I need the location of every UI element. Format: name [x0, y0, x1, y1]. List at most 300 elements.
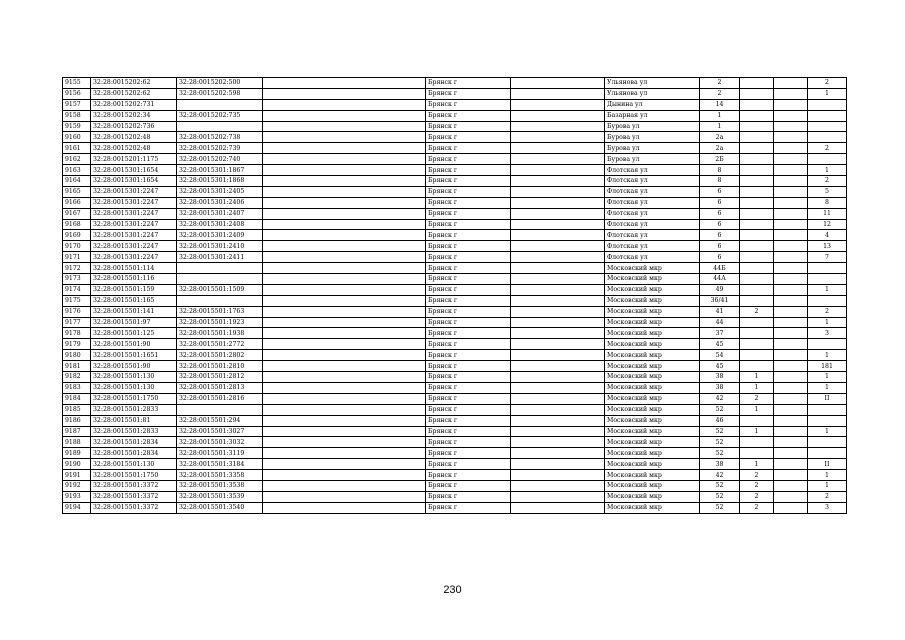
object-number: 32:28:0015202:740	[177, 154, 263, 165]
city-cell: Брянск г	[426, 317, 511, 328]
table-row	[63, 88, 847, 99]
street-cell: Московский мкр	[605, 372, 700, 383]
row-number: 9182	[63, 372, 91, 383]
building-cell: 2	[740, 306, 774, 317]
house-cell: 42	[700, 470, 740, 481]
building-cell	[740, 295, 774, 306]
object-number	[177, 99, 263, 110]
row-number: 9193	[63, 491, 91, 502]
street-cell: Флотская ул	[605, 252, 700, 263]
street-cell: Московский мкр	[605, 284, 700, 295]
building-cell: 2	[740, 491, 774, 502]
street-cell: Ульянова ул	[605, 88, 700, 99]
structure-cell	[774, 372, 808, 383]
apartment-cell: II	[808, 393, 847, 404]
house-cell: 2Б	[700, 154, 740, 165]
apartment-cell: 2	[808, 491, 847, 502]
building-cell	[740, 415, 774, 426]
cadastral-number: 32:28:0015501:141	[91, 306, 177, 317]
city-cell: Брянск г	[426, 437, 511, 448]
structure-cell	[774, 284, 808, 295]
district-cell	[511, 426, 605, 437]
apartment-cell: 1	[808, 350, 847, 361]
cadastral-number: 32:28:0015501:116	[91, 274, 177, 285]
building-cell	[740, 186, 774, 197]
table-row	[63, 306, 847, 317]
building-cell	[740, 230, 774, 241]
object-number: 32:28:0015501:3538	[177, 480, 263, 491]
blank-cell	[263, 393, 426, 404]
city-cell: Брянск г	[426, 295, 511, 306]
city-cell: Брянск г	[426, 459, 511, 470]
street-cell: Московский мкр	[605, 426, 700, 437]
structure-cell	[774, 176, 808, 187]
row-number: 9179	[63, 339, 91, 350]
apartment-cell	[808, 437, 847, 448]
object-number: 32:28:0015301:2405	[177, 186, 263, 197]
cadastral-number: 32:28:0015501:114	[91, 263, 177, 274]
street-cell: Московский мкр	[605, 502, 700, 513]
street-cell: Московский мкр	[605, 306, 700, 317]
city-cell: Брянск г	[426, 230, 511, 241]
city-cell: Брянск г	[426, 78, 511, 89]
street-cell: Московский мкр	[605, 382, 700, 393]
structure-cell	[774, 165, 808, 176]
city-cell: Брянск г	[426, 99, 511, 110]
row-number: 9170	[63, 241, 91, 252]
district-cell	[511, 502, 605, 513]
row-number: 9162	[63, 154, 91, 165]
structure-cell	[774, 121, 808, 132]
cadastral-number: 32:28:0015202:62	[91, 78, 177, 89]
structure-cell	[774, 339, 808, 350]
table-row	[63, 426, 847, 437]
house-cell: 45	[700, 339, 740, 350]
street-cell: Московский мкр	[605, 328, 700, 339]
structure-cell	[774, 491, 808, 502]
street-cell: Московский мкр	[605, 295, 700, 306]
district-cell	[511, 110, 605, 121]
blank-cell	[263, 459, 426, 470]
structure-cell	[774, 88, 808, 99]
district-cell	[511, 448, 605, 459]
cadastral-number: 32:28:0015501:1651	[91, 350, 177, 361]
house-cell: 1	[700, 121, 740, 132]
building-cell	[740, 208, 774, 219]
structure-cell	[774, 350, 808, 361]
cadastral-number: 32:28:0015501:125	[91, 328, 177, 339]
city-cell: Брянск г	[426, 284, 511, 295]
object-number: 32:28:0015501:3027	[177, 426, 263, 437]
blank-cell	[263, 99, 426, 110]
cadastral-number: 32:28:0015301:2247	[91, 186, 177, 197]
building-cell: 1	[740, 404, 774, 415]
cadastral-number: 32:28:0015202:34	[91, 110, 177, 121]
cadastral-number: 32:28:0015202:62	[91, 88, 177, 99]
city-cell: Брянск г	[426, 132, 511, 143]
house-cell: 6	[700, 219, 740, 230]
city-cell: Брянск г	[426, 154, 511, 165]
row-number: 9164	[63, 176, 91, 187]
city-cell: Брянск г	[426, 328, 511, 339]
structure-cell	[774, 110, 808, 121]
blank-cell	[263, 197, 426, 208]
blank-cell	[263, 78, 426, 89]
street-cell: Ульянова ул	[605, 78, 700, 89]
object-number: 32:28:0015501:2802	[177, 350, 263, 361]
row-number: 9163	[63, 165, 91, 176]
object-number	[177, 404, 263, 415]
street-cell: Бурова ул	[605, 121, 700, 132]
table-row	[63, 317, 847, 328]
house-cell: 52	[700, 480, 740, 491]
house-cell: 44	[700, 317, 740, 328]
table-row	[63, 99, 847, 110]
house-cell: 8	[700, 176, 740, 187]
street-cell: Бурова ул	[605, 143, 700, 154]
district-cell	[511, 197, 605, 208]
object-number: 32:28:0015301:1868	[177, 176, 263, 187]
apartment-cell: 1	[808, 165, 847, 176]
building-cell: 2	[740, 470, 774, 481]
object-number: 32:28:0015501:2816	[177, 393, 263, 404]
house-cell: 6	[700, 186, 740, 197]
apartment-cell: 1	[808, 372, 847, 383]
row-number: 9157	[63, 99, 91, 110]
street-cell: Флотская ул	[605, 219, 700, 230]
structure-cell	[774, 437, 808, 448]
building-cell	[740, 132, 774, 143]
building-cell	[740, 252, 774, 263]
blank-cell	[263, 426, 426, 437]
apartment-cell: 1	[808, 88, 847, 99]
district-cell	[511, 176, 605, 187]
structure-cell	[774, 306, 808, 317]
district-cell	[511, 361, 605, 372]
object-number: 32:28:0015202:738	[177, 132, 263, 143]
city-cell: Брянск г	[426, 197, 511, 208]
cadastral-number: 32:28:0015501:1750	[91, 393, 177, 404]
structure-cell	[774, 459, 808, 470]
row-number: 9178	[63, 328, 91, 339]
table-row	[63, 372, 847, 383]
district-cell	[511, 350, 605, 361]
structure-cell	[774, 99, 808, 110]
cadastral-number: 32:28:0015301:2247	[91, 252, 177, 263]
blank-cell	[263, 437, 426, 448]
cadastral-number: 32:28:0015501:3372	[91, 480, 177, 491]
row-number: 9185	[63, 404, 91, 415]
object-number: 32:28:0015202:735	[177, 110, 263, 121]
building-cell	[740, 88, 774, 99]
row-number: 9192	[63, 480, 91, 491]
house-cell: 44Б	[700, 263, 740, 274]
blank-cell	[263, 284, 426, 295]
object-number: 32:28:0015501:1938	[177, 328, 263, 339]
street-cell: Московский мкр	[605, 263, 700, 274]
blank-cell	[263, 480, 426, 491]
blank-cell	[263, 448, 426, 459]
building-cell: 1	[740, 426, 774, 437]
building-cell: 2	[740, 480, 774, 491]
cadastral-number: 32:28:0015501:2833	[91, 426, 177, 437]
blank-cell	[263, 470, 426, 481]
house-cell: 14	[700, 99, 740, 110]
district-cell	[511, 284, 605, 295]
building-cell	[740, 165, 774, 176]
cadastral-number: 32:28:0015301:2247	[91, 197, 177, 208]
building-cell	[740, 154, 774, 165]
blank-cell	[263, 361, 426, 372]
cadastral-number: 32:28:0015202:736	[91, 121, 177, 132]
table-row	[63, 252, 847, 263]
city-cell: Брянск г	[426, 176, 511, 187]
apartment-cell	[808, 448, 847, 459]
blank-cell	[263, 328, 426, 339]
structure-cell	[774, 186, 808, 197]
object-number: 32:28:0015301:2407	[177, 208, 263, 219]
blank-cell	[263, 110, 426, 121]
blank-cell	[263, 219, 426, 230]
district-cell	[511, 339, 605, 350]
district-cell	[511, 186, 605, 197]
street-cell: Бурова ул	[605, 132, 700, 143]
apartment-cell: 13	[808, 241, 847, 252]
city-cell: Брянск г	[426, 219, 511, 230]
object-number: 32:28:0015501:2772	[177, 339, 263, 350]
cadastral-number: 32:28:0015501:2833	[91, 404, 177, 415]
city-cell: Брянск г	[426, 241, 511, 252]
structure-cell	[774, 415, 808, 426]
structure-cell	[774, 502, 808, 513]
apartment-cell: 3	[808, 502, 847, 513]
object-number: 32:28:0015501:1763	[177, 306, 263, 317]
row-number: 9189	[63, 448, 91, 459]
cadastral-number: 32:28:0015301:2247	[91, 241, 177, 252]
table-row	[63, 208, 847, 219]
district-cell	[511, 470, 605, 481]
apartment-cell: 1	[808, 480, 847, 491]
object-number	[177, 295, 263, 306]
district-cell	[511, 78, 605, 89]
street-cell: Флотская ул	[605, 176, 700, 187]
building-cell	[740, 176, 774, 187]
district-cell	[511, 382, 605, 393]
table-row	[63, 143, 847, 154]
row-number: 9160	[63, 132, 91, 143]
object-number: 32:28:0015301:2408	[177, 219, 263, 230]
blank-cell	[263, 252, 426, 263]
district-cell	[511, 252, 605, 263]
cadastral-number: 32:28:0015501:3372	[91, 491, 177, 502]
building-cell	[740, 143, 774, 154]
apartment-cell	[808, 110, 847, 121]
street-cell: Флотская ул	[605, 208, 700, 219]
object-number: 32:28:0015202:500	[177, 78, 263, 89]
city-cell: Брянск г	[426, 361, 511, 372]
house-cell: 52	[700, 404, 740, 415]
street-cell: Московский мкр	[605, 350, 700, 361]
blank-cell	[263, 186, 426, 197]
cadastral-number: 32:28:0015501:130	[91, 372, 177, 383]
row-number: 9187	[63, 426, 91, 437]
blank-cell	[263, 404, 426, 415]
blank-cell	[263, 502, 426, 513]
table-row	[63, 502, 847, 513]
apartment-cell: 1	[808, 426, 847, 437]
blank-cell	[263, 165, 426, 176]
apartment-cell: 2	[808, 306, 847, 317]
building-cell: 1	[740, 459, 774, 470]
blank-cell	[263, 208, 426, 219]
table-row	[63, 284, 847, 295]
blank-cell	[263, 295, 426, 306]
building-cell	[740, 241, 774, 252]
city-cell: Брянск г	[426, 426, 511, 437]
object-number: 32:28:0015202:598	[177, 88, 263, 99]
city-cell: Брянск г	[426, 350, 511, 361]
house-cell: 52	[700, 437, 740, 448]
house-cell: 1	[700, 110, 740, 121]
street-cell: Московский мкр	[605, 470, 700, 481]
district-cell	[511, 317, 605, 328]
table-row	[63, 491, 847, 502]
structure-cell	[774, 328, 808, 339]
row-number: 9158	[63, 110, 91, 121]
row-number: 9168	[63, 219, 91, 230]
table-row	[63, 219, 847, 230]
district-cell	[511, 415, 605, 426]
cadastral-number: 32:28:0015501:2834	[91, 437, 177, 448]
house-cell: 46	[700, 415, 740, 426]
district-cell	[511, 393, 605, 404]
row-number: 9184	[63, 393, 91, 404]
blank-cell	[263, 317, 426, 328]
district-cell	[511, 154, 605, 165]
object-number: 32:28:0015501:2813	[177, 382, 263, 393]
city-cell: Брянск г	[426, 263, 511, 274]
apartment-cell	[808, 339, 847, 350]
city-cell: Брянск г	[426, 110, 511, 121]
apartment-cell: 2	[808, 78, 847, 89]
house-cell: 45	[700, 361, 740, 372]
row-number: 9175	[63, 295, 91, 306]
street-cell: Московский мкр	[605, 361, 700, 372]
apartment-cell: 1	[808, 317, 847, 328]
district-cell	[511, 295, 605, 306]
table-row	[63, 328, 847, 339]
table-row	[63, 459, 847, 470]
building-cell	[740, 263, 774, 274]
row-number: 9180	[63, 350, 91, 361]
apartment-cell	[808, 263, 847, 274]
row-number: 9155	[63, 78, 91, 89]
district-cell	[511, 263, 605, 274]
row-number: 9159	[63, 121, 91, 132]
structure-cell	[774, 241, 808, 252]
district-cell	[511, 165, 605, 176]
city-cell: Брянск г	[426, 382, 511, 393]
table-row	[63, 186, 847, 197]
city-cell: Брянск г	[426, 121, 511, 132]
object-number: 32:28:0015501:2810	[177, 361, 263, 372]
blank-cell	[263, 241, 426, 252]
apartment-cell: 1	[808, 470, 847, 481]
table-row	[63, 78, 847, 89]
apartment-cell: 1	[808, 382, 847, 393]
object-number	[177, 121, 263, 132]
building-cell	[740, 437, 774, 448]
house-cell: 6	[700, 197, 740, 208]
city-cell: Брянск г	[426, 274, 511, 285]
object-number: 32:28:0015501:1923	[177, 317, 263, 328]
table-row	[63, 110, 847, 121]
blank-cell	[263, 350, 426, 361]
table-row	[63, 263, 847, 274]
city-cell: Брянск г	[426, 372, 511, 383]
building-cell	[740, 339, 774, 350]
district-cell	[511, 306, 605, 317]
apartment-cell: 8	[808, 197, 847, 208]
cadastral-number: 32:28:0015501:3372	[91, 502, 177, 513]
house-cell: 6	[700, 230, 740, 241]
house-cell: 2а	[700, 132, 740, 143]
blank-cell	[263, 306, 426, 317]
apartment-cell: 12	[808, 219, 847, 230]
house-cell: 52	[700, 491, 740, 502]
object-number	[177, 274, 263, 285]
row-number: 9177	[63, 317, 91, 328]
table-row	[63, 393, 847, 404]
district-cell	[511, 459, 605, 470]
house-cell: 52	[700, 448, 740, 459]
cadastral-number: 32:28:0015501:130	[91, 382, 177, 393]
house-cell: 38	[700, 459, 740, 470]
structure-cell	[774, 274, 808, 285]
blank-cell	[263, 263, 426, 274]
building-cell	[740, 350, 774, 361]
street-cell: Московский мкр	[605, 491, 700, 502]
object-number: 32:28:0015501:3119	[177, 448, 263, 459]
blank-cell	[263, 121, 426, 132]
building-cell	[740, 197, 774, 208]
table-row	[63, 295, 847, 306]
apartment-cell	[808, 132, 847, 143]
house-cell: 6	[700, 208, 740, 219]
building-cell	[740, 361, 774, 372]
cadastral-number: 32:28:0015501:165	[91, 295, 177, 306]
district-cell	[511, 328, 605, 339]
apartment-cell: 3	[808, 328, 847, 339]
row-number: 9167	[63, 208, 91, 219]
table-row	[63, 197, 847, 208]
row-number: 9194	[63, 502, 91, 513]
apartment-cell: 181	[808, 361, 847, 372]
apartment-cell: 5	[808, 186, 847, 197]
row-number: 9183	[63, 382, 91, 393]
row-number: 9172	[63, 263, 91, 274]
blank-cell	[263, 372, 426, 383]
row-number: 9166	[63, 197, 91, 208]
blank-cell	[263, 274, 426, 285]
apartment-cell	[808, 121, 847, 132]
structure-cell	[774, 78, 808, 89]
building-cell	[740, 99, 774, 110]
object-number: 32:28:0015301:2409	[177, 230, 263, 241]
row-number: 9161	[63, 143, 91, 154]
structure-cell	[774, 252, 808, 263]
apartment-cell: 4	[808, 230, 847, 241]
